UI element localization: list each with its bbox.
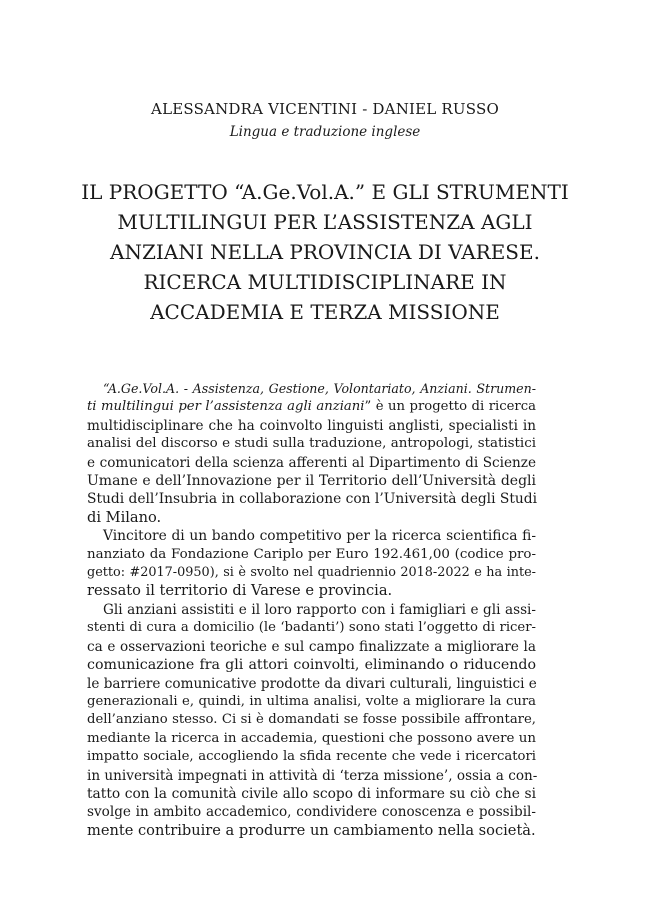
title-line: MULTILINGUI PER L’ASSISTENZA AGLI [117, 210, 533, 234]
title-line: IL PROGETTO “A.Ge.Vol.A.” E GLI STRUMENTI [81, 180, 569, 204]
body-line: in università impegnati in attività di ‘terza missione’, ossia a con- [87, 767, 538, 784]
article-title [60, 177, 590, 327]
body-line: Studi dell’Insubria in collaborazione con l’Università degli Studi [87, 491, 538, 508]
body-line: generazionali e, quindi, in ultima analisi, volte a migliorare la cura [87, 693, 536, 709]
body-line: nanziato da Fondazione Cariplo per Euro 192.461,00 (codice pro- [87, 546, 536, 562]
affiliation-line: Lingua e traduzione inglese [229, 124, 421, 140]
body-line: tatto con la comunità civile allo scopo di informare su ciò che si [87, 785, 536, 802]
body-line: multidisciplinare che ha coinvolto linguisti anglisti, specialisti in [87, 417, 536, 434]
project-name-italic: ti multilingui per l’assistenza agli anziani [87, 399, 365, 415]
body-line: getto: #2017-0950), si è svolto nel quadriennio 2018-2022 e ha inte- [87, 565, 536, 581]
body-line: di Milano. [87, 508, 162, 526]
body-line: analisi del discorso e studi sulla traduzione, antropologi, statistici [87, 436, 536, 452]
body-line: mente contribuire a produrre un cambiamento nella società. [87, 821, 536, 839]
article-body [87, 380, 536, 840]
body-line [87, 380, 536, 398]
body-line: ressato il territorio di Varese e provincia. [87, 582, 393, 600]
body-line: impatto sociale, accogliendo la sfida recente che vede i ricercatori [87, 749, 536, 765]
title-line: ACCADEMIA E TERZA MISSIONE [150, 300, 500, 324]
title-line: ANZIANI NELLA PROVINCIA DI VARESE. [110, 240, 540, 264]
body-line: Gli anziani assistiti e il loro rapporto con i famigliari e gli assi- [103, 601, 536, 618]
body-line: ca e osservazioni teoriche e sul campo finalizzate a migliorare la [87, 638, 536, 655]
body-line: mediante la ricerca in accademia, questioni che possono avere un [87, 730, 536, 746]
title-line: RICERCA MULTIDISCIPLINARE IN [143, 270, 507, 294]
paragraph-3 [87, 601, 536, 840]
body-line: dell’anziano stesso. Ci si è domandati se fosse possibile affrontare, [87, 712, 536, 728]
body-line: le barriere comunicative prodotte da divari culturali, linguistici e [87, 675, 537, 692]
body-text: ” è un progetto di ricerca [364, 399, 536, 415]
paragraph-1 [87, 380, 536, 527]
body-line [87, 398, 536, 416]
body-line: svolge in ambito accademico, condividere conoscenza e possibil- [87, 804, 536, 821]
body-line: Vincitore di un bando competitivo per la ricerca scientifica fi- [103, 528, 536, 545]
project-name-italic: “A.Ge.Vol.A. - Assistenza, Gestione, Volontariato, Anziani. Strumen- [103, 381, 536, 396]
paragraph-2 [87, 527, 536, 601]
body-line: Umane e dell’Innovazione per il Territorio dell’Università degli [87, 473, 536, 490]
body-line: stenti di cura a domicilio (le ‘badanti’) sono stati l’oggetto di ricer- [87, 620, 536, 636]
body-line: e comunicatori della scienza afferenti al Dipartimento di Scienze [87, 454, 536, 471]
body-line: comunicazione fra gli attori coinvolti, eliminando o riducendo [87, 657, 536, 674]
authors-line: ALESSANDRA VICENTINI - DANIEL RUSSO [151, 100, 499, 118]
